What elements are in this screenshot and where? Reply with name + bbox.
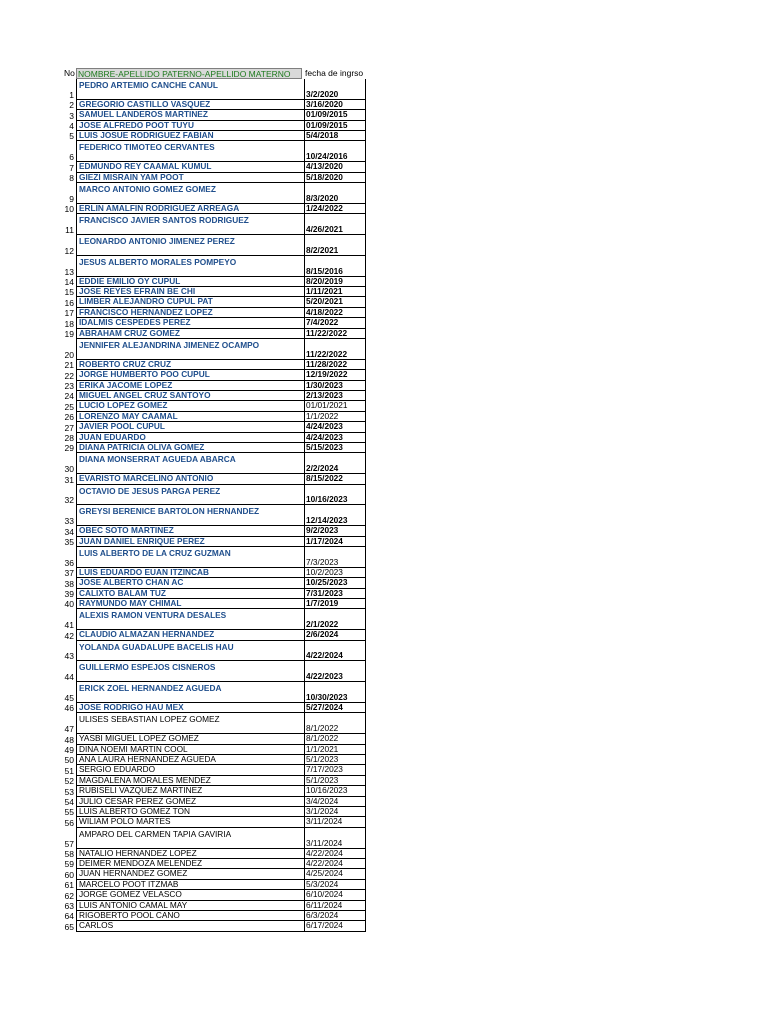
row-number: 31 xyxy=(64,474,74,485)
table-row xyxy=(58,173,368,183)
row-number: 40 xyxy=(64,599,74,610)
row-number: 45 xyxy=(64,692,74,703)
row-number: 24 xyxy=(64,391,74,402)
row-number: 39 xyxy=(64,588,74,599)
row-date: 5/1/2023 xyxy=(304,755,366,765)
row-date: 10/30/2023 xyxy=(304,682,366,703)
table-row xyxy=(58,443,368,453)
row-name: GIEZI MISRAIN YAM POOT xyxy=(76,173,304,183)
row-number: 34 xyxy=(64,526,74,537)
row-name: JOSE ALBERTO CHAN AC xyxy=(76,578,304,588)
row-date: 8/20/2019 xyxy=(304,277,366,287)
row-number: 35 xyxy=(64,536,74,547)
row-date: 3/16/2020 xyxy=(304,100,366,110)
row-date: 7/17/2023 xyxy=(304,765,366,775)
row-name: JULIO CESAR PEREZ GOMEZ xyxy=(76,797,304,807)
row-name: DEIMER MENDOZA MELENDEZ xyxy=(76,859,304,869)
row-number: 30 xyxy=(64,464,74,475)
table-row xyxy=(58,703,368,713)
row-name: ALEXIS RAMON VENTURA DESALES xyxy=(76,609,304,630)
row-date: 2/6/2024 xyxy=(304,630,366,640)
row-date: 8/1/2022 xyxy=(304,713,366,734)
row-name: JAVIER POOL CUPUL xyxy=(76,422,304,432)
row-name: MIGUEL ANGEL CRUZ SANTOYO xyxy=(76,391,304,401)
row-date: 4/25/2024 xyxy=(304,869,366,879)
row-date: 8/15/2022 xyxy=(304,474,366,484)
row-date: 5/20/2021 xyxy=(304,297,366,307)
row-name: FRANCISCO JAVIER SANTOS RODRIGUEZ xyxy=(76,214,304,235)
row-date: 6/17/2024 xyxy=(304,921,366,931)
row-date: 10/24/2016 xyxy=(304,141,366,162)
row-date: 6/3/2024 xyxy=(304,911,366,921)
row-name: LUIS ALBERTO GOMEZ TON xyxy=(76,807,304,817)
row-date: 1/11/2021 xyxy=(304,287,366,297)
row-date: 6/11/2024 xyxy=(304,901,366,911)
table-row xyxy=(58,630,368,640)
row-date: 3/2/2020 xyxy=(304,79,366,100)
row-name: FRANCISCO HERNANDEZ LOPEZ xyxy=(76,308,304,318)
row-date: 11/22/2022 xyxy=(304,339,366,360)
row-number: 54 xyxy=(64,796,74,807)
header-name: NOMBRE-APELLIDO PATERNO-APELLIDO MATERNO xyxy=(76,68,302,79)
table-row xyxy=(58,329,368,339)
row-number: 27 xyxy=(64,422,74,433)
row-date: 1/30/2023 xyxy=(304,381,366,391)
row-name: WILIAM POLO MARTES xyxy=(76,817,304,827)
header-date: fecha de ingrso xyxy=(305,68,364,78)
row-date: 10/25/2023 xyxy=(304,578,366,588)
row-name: JORGE HUMBERTO POO CUPUL xyxy=(76,370,304,380)
row-name: LIMBER ALEJANDRO CUPUL PAT xyxy=(76,297,304,307)
row-number: 1 xyxy=(69,89,74,100)
row-number: 2 xyxy=(69,100,74,111)
row-date: 10/16/2023 xyxy=(304,786,366,796)
row-name: GUILLERMO ESPEJOS CISNEROS xyxy=(76,661,304,682)
row-date: 4/26/2021 xyxy=(304,214,366,235)
row-name: MAGDALENA MORALES MENDEZ xyxy=(76,776,304,786)
row-name: FEDERICO TIMOTEO CERVANTES xyxy=(76,141,304,162)
row-date: 4/24/2023 xyxy=(304,422,366,432)
row-number: 17 xyxy=(64,308,74,319)
row-date: 5/4/2018 xyxy=(304,131,366,141)
row-name: JOSE ALFREDO POOT TUYU xyxy=(76,121,304,131)
row-name: LUIS EDUARDO EUAN ITZINCAB xyxy=(76,568,304,578)
row-name: DIANA PATRICIA OLIVA GOMEZ xyxy=(76,443,304,453)
row-name: RAYMUNDO MAY CHIMAL xyxy=(76,599,304,609)
row-name: AMPARO DEL CARMEN TAPIA GAVIRIA xyxy=(76,828,304,849)
row-number: 43 xyxy=(64,651,74,662)
table-row xyxy=(58,537,368,547)
row-number: 19 xyxy=(64,328,74,339)
row-date: 3/11/2024 xyxy=(304,828,366,849)
row-name: LUIS ANTONIO CAMAL MAY xyxy=(76,901,304,911)
row-date: 5/27/2024 xyxy=(304,703,366,713)
table-row xyxy=(58,609,368,630)
row-name: EVARISTO MARCELINO ANTONIO xyxy=(76,474,304,484)
row-number: 32 xyxy=(64,495,74,506)
table-row xyxy=(58,661,368,682)
row-number: 60 xyxy=(64,869,74,880)
table-row xyxy=(58,817,368,827)
row-date: 5/15/2023 xyxy=(304,443,366,453)
row-date: 1/17/2024 xyxy=(304,537,366,547)
row-name: ERLIN AMALFIN RODRIGUEZ ARREAGA xyxy=(76,204,304,214)
row-number: 21 xyxy=(64,360,74,371)
row-name: CARLOS xyxy=(76,921,304,931)
row-date: 1/1/2022 xyxy=(304,412,366,422)
row-date: 01/01/2021 xyxy=(304,401,366,411)
row-date: 10/2/2023 xyxy=(304,568,366,578)
table-row xyxy=(58,79,368,100)
row-name: LEONARDO ANTONIO JIMENEZ PEREZ xyxy=(76,235,304,256)
row-number: 41 xyxy=(64,620,74,631)
row-date: 11/22/2022 xyxy=(304,329,366,339)
row-name: LUIS ALBERTO DE LA CRUZ GUZMAN xyxy=(76,547,304,568)
table-row xyxy=(58,256,368,277)
row-number: 49 xyxy=(64,744,74,755)
row-date: 7/3/2023 xyxy=(304,547,366,568)
row-name: LORENZO MAY CAAMAL xyxy=(76,412,304,422)
row-number: 57 xyxy=(64,838,74,849)
row-name: DIANA MONSERRAT AGUEDA ABARCA xyxy=(76,453,304,474)
row-number: 23 xyxy=(64,380,74,391)
row-number: 47 xyxy=(64,724,74,735)
row-date: 12/14/2023 xyxy=(304,505,366,526)
row-number: 50 xyxy=(64,755,74,766)
row-number: 22 xyxy=(64,370,74,381)
table-row xyxy=(58,599,368,609)
row-date: 8/15/2016 xyxy=(304,256,366,277)
row-date: 2/2/2024 xyxy=(304,453,366,474)
row-name: ROBERTO CRUZ CRUZ xyxy=(76,360,304,370)
row-date: 01/09/2015 xyxy=(304,121,366,131)
table-row xyxy=(58,131,368,141)
row-number: 62 xyxy=(64,890,74,901)
row-name: PEDRO ARTEMIO CANCHE CANUL xyxy=(76,79,304,100)
row-name: SERGIO EDUARDO xyxy=(76,765,304,775)
table-row xyxy=(58,682,368,703)
table-row xyxy=(58,235,368,256)
row-date: 9/2/2023 xyxy=(304,526,366,536)
row-name: CLAUDIO ALMAZAN HERNANDEZ xyxy=(76,630,304,640)
row-date: 4/13/2020 xyxy=(304,162,366,172)
row-number: 63 xyxy=(64,900,74,911)
row-name: DINA NOEMI MARTIN COOL xyxy=(76,745,304,755)
row-number: 59 xyxy=(64,859,74,870)
row-date: 10/16/2023 xyxy=(304,485,366,506)
row-date: 4/22/2024 xyxy=(304,849,366,859)
row-date: 2/13/2023 xyxy=(304,391,366,401)
row-number: 25 xyxy=(64,401,74,412)
table-row xyxy=(58,641,368,662)
row-date: 4/22/2024 xyxy=(304,641,366,662)
row-name: LUIS JOSUE RODRIGUEZ FABIAN xyxy=(76,131,304,141)
row-number: 33 xyxy=(64,516,74,527)
row-name: JOSE REYES EFRAIN BE CHI xyxy=(76,287,304,297)
row-date: 8/1/2022 xyxy=(304,734,366,744)
table-row xyxy=(58,204,368,214)
row-date: 5/3/2024 xyxy=(304,880,366,890)
row-number: 26 xyxy=(64,412,74,423)
row-date: 4/18/2022 xyxy=(304,308,366,318)
row-name: MARCO ANTONIO GOMEZ GOMEZ xyxy=(76,183,304,204)
row-number: 36 xyxy=(64,557,74,568)
row-date: 3/11/2024 xyxy=(304,817,366,827)
row-name: ABRAHAM CRUZ GOMEZ xyxy=(76,329,304,339)
table-row xyxy=(58,474,368,484)
row-name: JUAN HERNANDEZ GOMEZ xyxy=(76,869,304,879)
row-name: CALIXTO BALAM TUZ xyxy=(76,589,304,599)
row-name: EDDIE EMILIO OY CUPUL xyxy=(76,277,304,287)
row-date: 4/22/2024 xyxy=(304,859,366,869)
row-date: 1/7/2019 xyxy=(304,599,366,609)
table-row xyxy=(58,485,368,506)
row-number: 20 xyxy=(64,349,74,360)
row-date: 1/24/2022 xyxy=(304,204,366,214)
table-row xyxy=(58,505,368,526)
row-name: JOSE RODRIGO HAU MEX xyxy=(76,703,304,713)
row-name: OCTAVIO DE JESUS PARGA PEREZ xyxy=(76,485,304,506)
header-no: No xyxy=(64,68,75,78)
row-number: 8 xyxy=(69,172,74,183)
row-number: 64 xyxy=(64,911,74,922)
row-date: 12/19/2022 xyxy=(304,370,366,380)
row-date: 4/24/2023 xyxy=(304,433,366,443)
row-number: 18 xyxy=(64,318,74,329)
row-number: 53 xyxy=(64,786,74,797)
row-number: 56 xyxy=(64,817,74,828)
row-date: 5/1/2023 xyxy=(304,776,366,786)
row-number: 10 xyxy=(64,204,74,215)
row-number: 9 xyxy=(69,193,74,204)
row-number: 5 xyxy=(69,131,74,142)
table-row xyxy=(58,453,368,474)
table-row xyxy=(58,828,368,849)
row-date: 7/31/2023 xyxy=(304,589,366,599)
table-row xyxy=(58,339,368,360)
row-date: 8/2/2021 xyxy=(304,235,366,256)
row-date: 7/4/2022 xyxy=(304,318,366,328)
table-row xyxy=(58,183,368,204)
row-number: 11 xyxy=(65,224,74,235)
row-name: IDALMIS CESPEDES PEREZ xyxy=(76,318,304,328)
table-row xyxy=(58,921,368,931)
row-number: 7 xyxy=(69,162,74,173)
row-number: 55 xyxy=(64,807,74,818)
row-name: JORGE GOMEZ VELASCO xyxy=(76,890,304,900)
row-name: GREYSI BERENICE BARTOLON HERNANDEZ xyxy=(76,505,304,526)
row-number: 28 xyxy=(64,432,74,443)
row-name: ERICK ZOEL HERNANDEZ AGUEDA xyxy=(76,682,304,703)
row-name: EDMUNDO REY CAAMAL KUMUL xyxy=(76,162,304,172)
row-number: 6 xyxy=(69,152,74,163)
table-row xyxy=(58,713,368,734)
table-row xyxy=(58,214,368,235)
row-date: 6/10/2024 xyxy=(304,890,366,900)
row-name: SAMUEL LANDEROS MARTINEZ xyxy=(76,110,304,120)
row-number: 12 xyxy=(64,245,74,256)
row-number: 37 xyxy=(64,568,74,579)
row-name: ULISES SEBASTIAN LOPEZ GOMEZ xyxy=(76,713,304,734)
row-name: LUCIO LOPEZ GOMEZ xyxy=(76,401,304,411)
row-number: 4 xyxy=(69,120,74,131)
row-name: YOLANDA GUADALUPE BACELIS HAU xyxy=(76,641,304,662)
row-date: 11/28/2022 xyxy=(304,360,366,370)
row-number: 51 xyxy=(64,765,74,776)
row-date: 8/3/2020 xyxy=(304,183,366,204)
row-name: JUAN EDUARDO xyxy=(76,433,304,443)
row-name: JENNIFER ALEJANDRINA JIMENEZ OCAMPO xyxy=(76,339,304,360)
row-number: 58 xyxy=(64,848,74,859)
row-date: 4/22/2023 xyxy=(304,661,366,682)
row-date: 5/18/2020 xyxy=(304,173,366,183)
row-number: 14 xyxy=(64,276,74,287)
row-name: ANA LAURA HERNANDEZ AGUEDA xyxy=(76,755,304,765)
row-number: 13 xyxy=(64,266,74,277)
row-name: JUAN DANIEL ENRIQUE PEREZ xyxy=(76,537,304,547)
row-date: 1/1/2021 xyxy=(304,745,366,755)
row-name: RUBISELI VAZQUEZ MARTINEZ xyxy=(76,786,304,796)
row-number: 61 xyxy=(64,880,74,891)
row-number: 3 xyxy=(69,110,74,121)
row-name: OBEC SOTO MARTINEZ xyxy=(76,526,304,536)
row-name: MARCELO POOT ITZMAB xyxy=(76,880,304,890)
row-number: 15 xyxy=(64,287,74,298)
row-number: 65 xyxy=(64,921,74,932)
table-row xyxy=(58,547,368,568)
row-number: 29 xyxy=(64,443,74,454)
table-row xyxy=(58,141,368,162)
row-name: JESUS ALBERTO MORALES POMPEYO xyxy=(76,256,304,277)
row-date: 01/09/2015 xyxy=(304,110,366,120)
row-number: 52 xyxy=(64,776,74,787)
row-number: 16 xyxy=(64,297,74,308)
row-name: YASBI MIGUEL LOPEZ GOMEZ xyxy=(76,734,304,744)
row-date: 2/1/2022 xyxy=(304,609,366,630)
row-number: 38 xyxy=(64,578,74,589)
row-number: 48 xyxy=(64,734,74,745)
row-number: 46 xyxy=(64,703,74,714)
row-number: 42 xyxy=(64,630,74,641)
row-name: RIGOBERTO POOL CANO xyxy=(76,911,304,921)
row-number: 44 xyxy=(64,672,74,683)
row-date: 3/1/2024 xyxy=(304,807,366,817)
row-name: NATALIO HERNANDEZ LOPEZ xyxy=(76,849,304,859)
row-name: ERIKA JACOME LOPEZ xyxy=(76,381,304,391)
row-date: 3/4/2024 xyxy=(304,797,366,807)
row-name: GREGORIO CASTILLO VASQUEZ xyxy=(76,100,304,110)
